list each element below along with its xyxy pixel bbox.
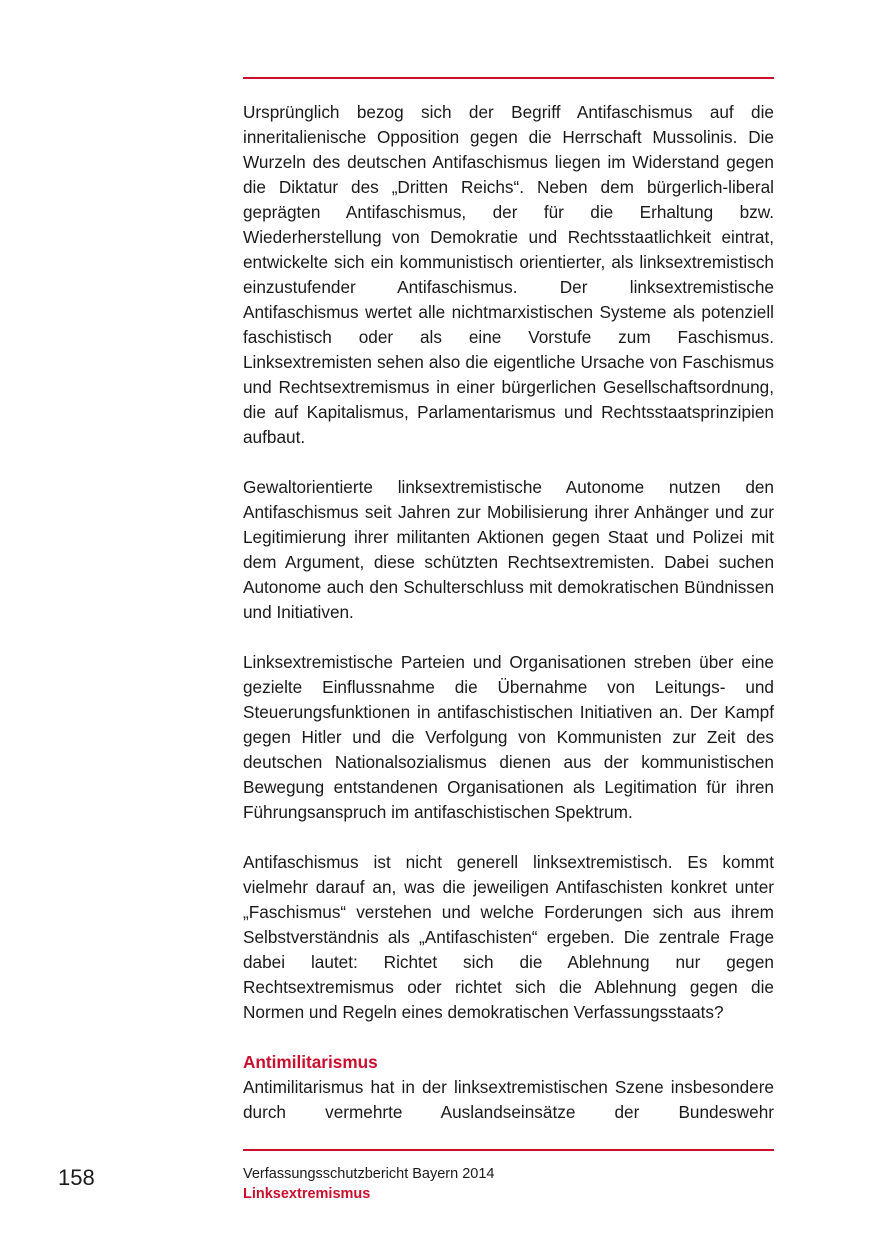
footer-publication: Verfassungsschutzbericht Bayern 2014 [243,1166,495,1182]
top-divider [243,77,774,79]
section-paragraph: Antimilitarismus hat in der linksextremistischen Szene insbesondere durch vermehrte Auslandseinsätze der Bundeswehr [243,1077,774,1122]
bottom-divider [243,1149,774,1151]
footer-chapter: Linksextremismus [243,1186,371,1202]
section-heading: Antimilitarismus [243,1052,378,1072]
paragraph-1: Ursprünglich bezog sich der Begriff Antifaschismus auf die inneritalienische Opposition gegen die Herrschaft Mussolinis. Die Wurzeln des deutschen Antifaschismus liegen im Widerstand gegen die Diktatur des „Dritten Reichs“. Neben dem bürgerlich-liberal geprägten Antifaschismus, der für die Erhaltung bzw. Wiederherstellung von Demokratie und Rechtsstaatlichkeit eintrat, entwickelte sich ein kommunistisch orientierter, als linksextremistisch einzustufender Antifaschismus. Der linksextremistische Antifaschismus wertet alle nichtmarxistischen Systeme als potenziell faschistisch oder als eine Vorstufe zum Faschismus. Linksextremisten sehen also die eigentliche Ursache von Faschismus und Rechtsextremismus in einer bürgerlichen Gesellschaftsordnung, die auf Kapitalismus, Parlamentarismus und Rechtsstaatsprinzipien aufbaut. [243,102,774,447]
footer [243,1164,774,1204]
main-text [243,100,774,1125]
paragraph-4: Antifaschismus ist nicht generell linksextremistisch. Es kommt vielmehr darauf an, was die jeweiligen Antifaschisten konkret unter „Faschismus“ verstehen und welche Forderungen sich aus ihrem Selbstverständnis als „Antifaschisten“ ergeben. Die zentrale Frage dabei lautet: Richtet sich die Ablehnung nur gegen Rechtsextremismus oder richtet sich die Ablehnung gegen die Normen und Regeln eines demokratischen Verfassungsstaats? [243,852,774,1022]
page-number: 158 [58,1165,95,1190]
paragraph-3: Linksextremistische Parteien und Organisationen streben über eine gezielte Einflussnahme die Übernahme von Leitungs- und Steuerungsfunktionen in antifaschistischen Initiativen an. Der Kampf gegen Hitler und die Verfolgung von Kommunisten zur Zeit des deutschen Nationalsozialismus dienen aus der kommunistischen Bewegung entstandenen Organisationen als Legitimation für ihren Führungsanspruch im antifaschistischen Spektrum. [243,652,774,822]
paragraph-2: Gewaltorientierte linksextremistische Autonome nutzen den Antifaschismus seit Jahren zur Mobilisierung ihrer Anhänger und zur Legitimierung ihrer militanten Aktionen gegen Staat und Polizei mit dem Argument, diese schützten Rechtsextremisten. Dabei suchen Autonome auch den Schulterschluss mit demokratischen Bündnissen und Initiativen. [243,477,774,622]
